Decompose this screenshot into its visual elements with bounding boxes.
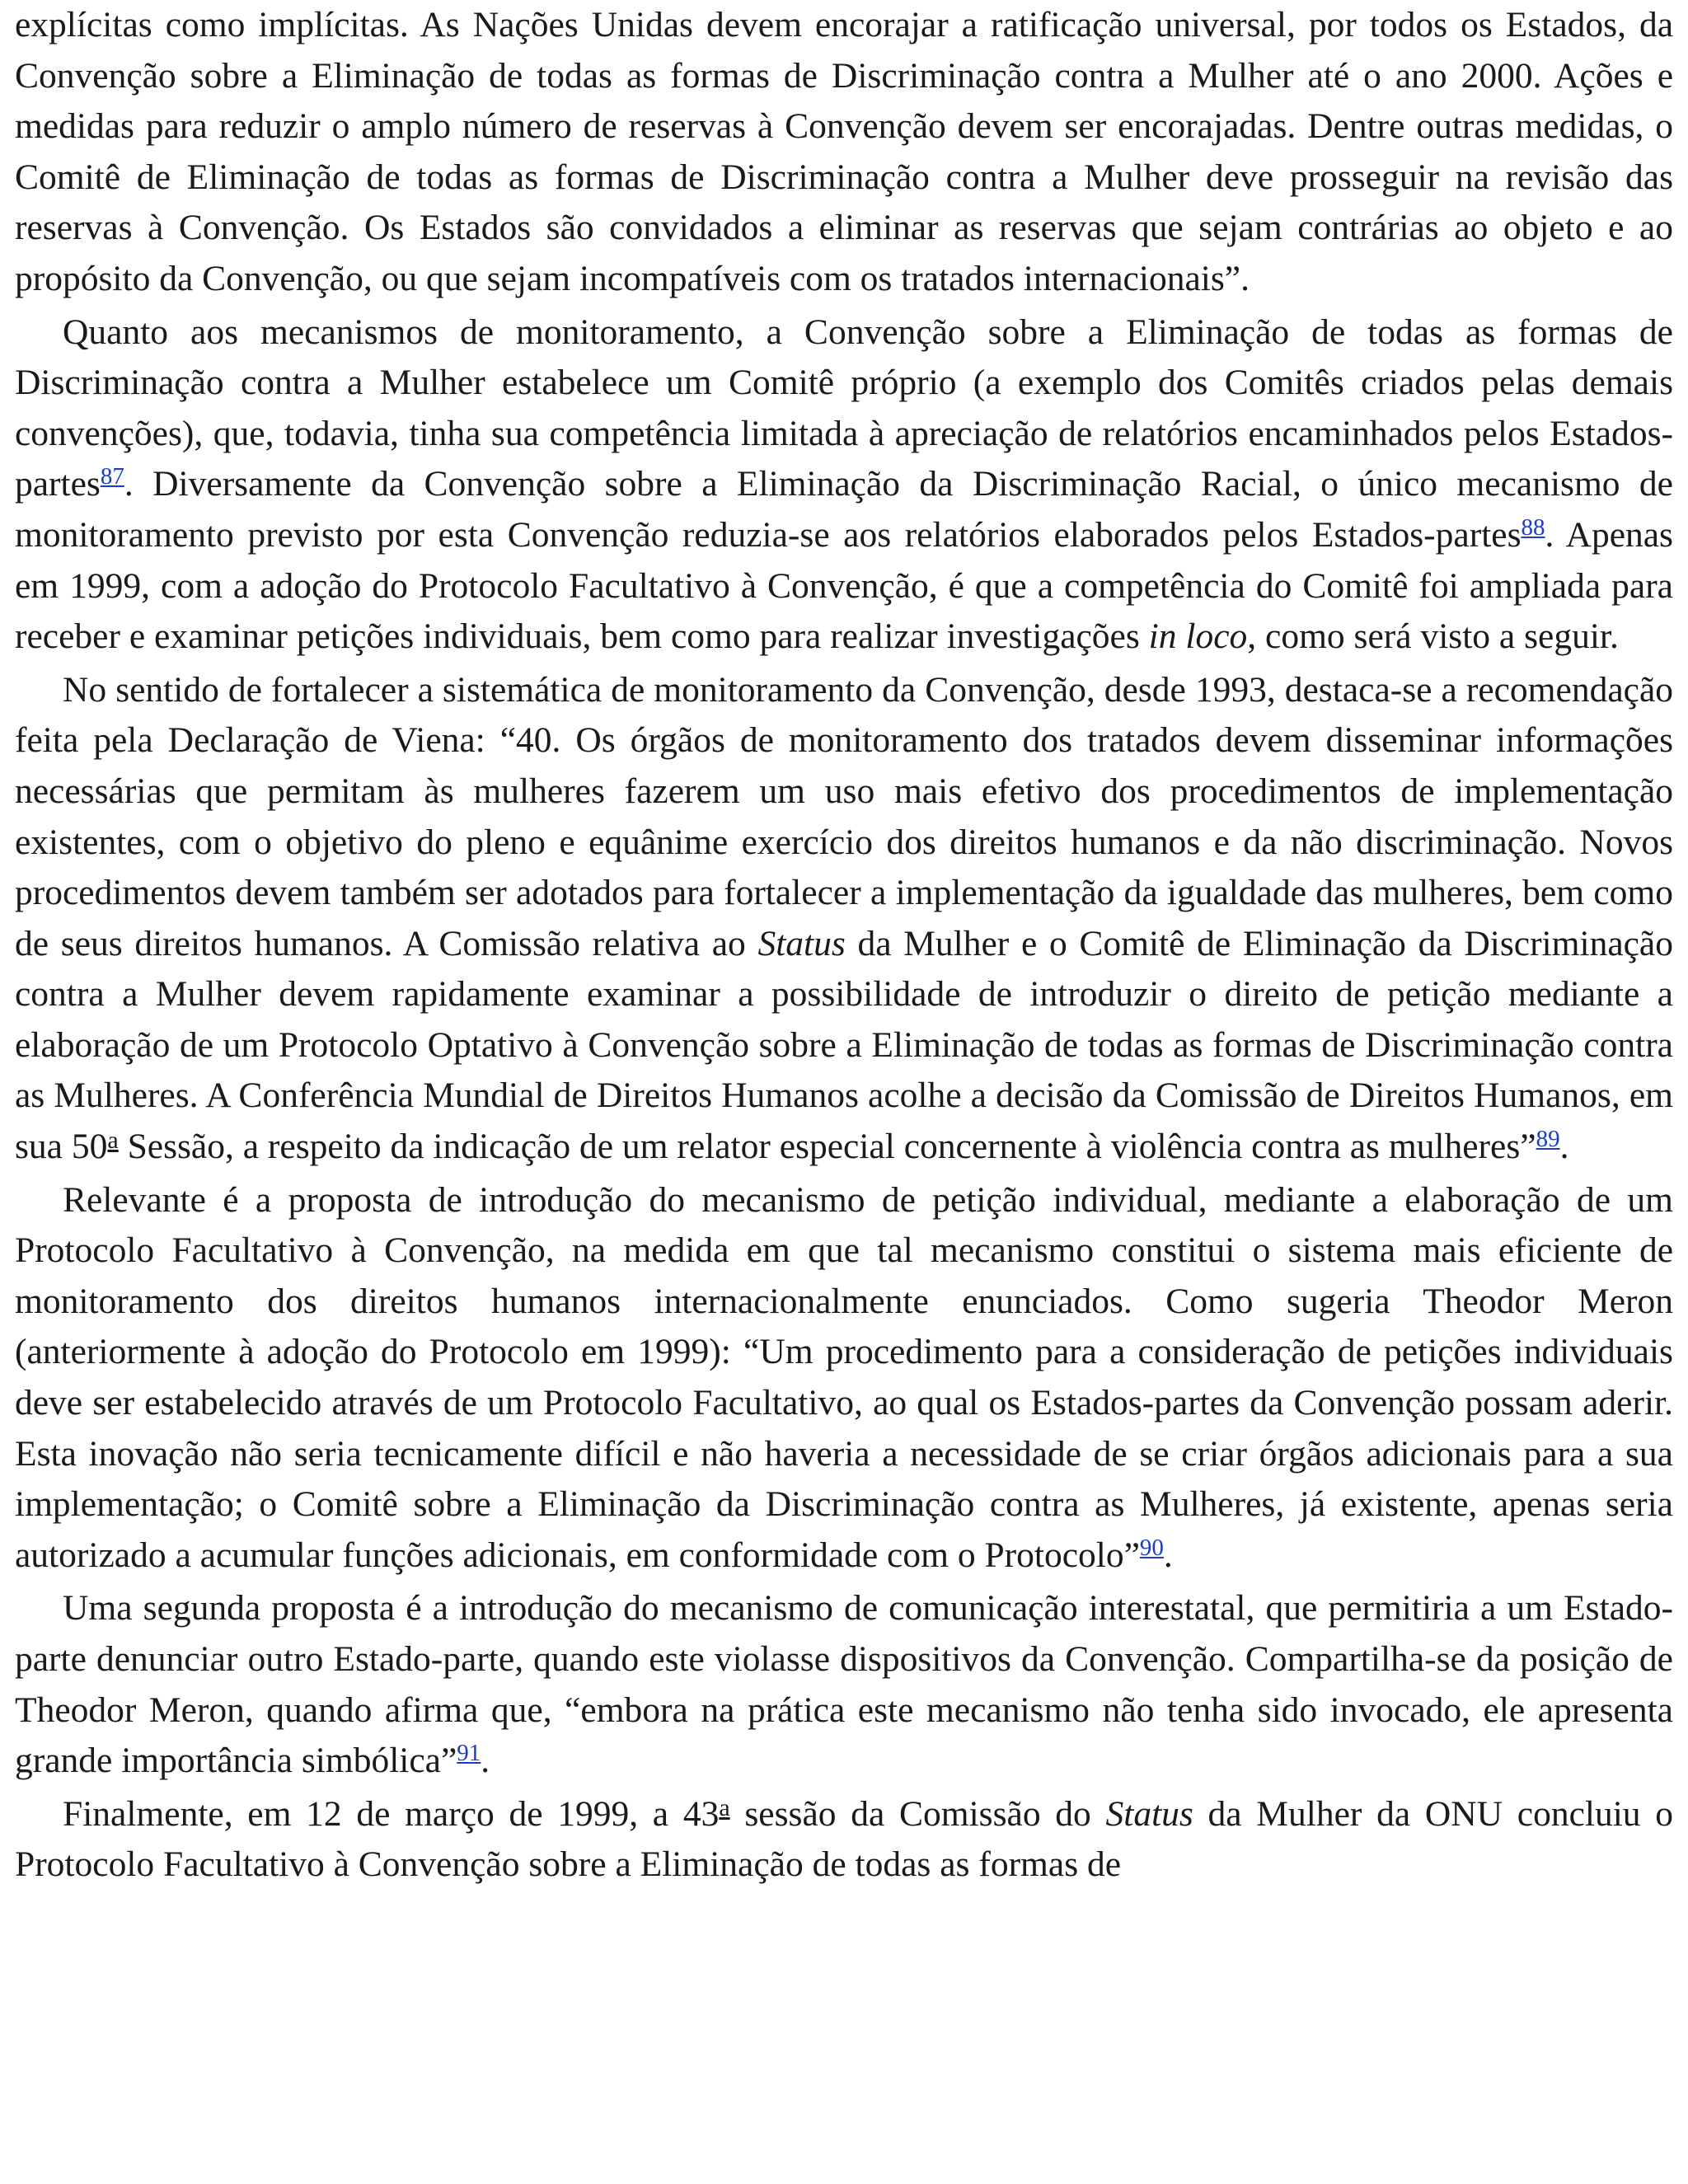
text-run: . — [481, 1741, 490, 1781]
text-run: da Mulher da ONU concluiu o Protocolo Facultativo à Convenção sobre a Eliminação de todas as formas de — [15, 1793, 1674, 1885]
italic-text: Status — [1105, 1793, 1193, 1834]
text-run: Uma segunda proposta é a introdução do mecanismo de comunicação interestatal, que permitiria a um Estado-parte denunciar outro Estado-parte, quando este violasse dispositivos da Convenção. Compartilha-se da posição de Theodor Meron, quando afirma que, “embora na prática este mecanismo não tenha sido invocado, ele apresenta grande importância simbólica” — [15, 1588, 1673, 1781]
text-run: da Mulher e o Comitê de Eliminação da Discriminação contra a Mulher devem rapidamente examinar a possibilidade de introduzir o direito de petição mediante a elaboração de um Protocolo Optativo à Convenção sobre a Eliminação de todas as formas de Discriminação contra as Mulheres. A Conferência Mundial de Direitos Humanos acolhe a decisão da Comissão de Direitos Humanos, em sua 50 — [15, 923, 1673, 1167]
document-page — [15, 0, 1673, 1893]
text-run: No sentido de fortalecer a sistemática de monitoramento da Convenção, desde 1993, destaca-se a recomendação feita pela Declaração de Viena: “40. Os órgãos de monitoramento dos tratados devem disseminar informações necessárias que permitam às mulheres fazerem um uso mais efetivo dos procedimentos de implementação existentes, com o objetivo do pleno e equânime exercício dos direitos humanos e da não discriminação. Novos procedimentos devem também ser adotados para fortalecer a implementação da igualdade das mulheres, bem como de seus direitos humanos. A Comissão relativa ao — [15, 669, 1673, 963]
text-run: . — [1163, 1535, 1173, 1575]
footnote-link-89[interactable]: 89 — [1536, 1126, 1560, 1153]
paragraph-interstate-communication — [15, 1583, 1673, 1786]
text-run: Finalmente, em 12 de março de 1999, a 43 — [63, 1793, 720, 1834]
footnote-link-88[interactable]: 88 — [1521, 513, 1545, 541]
ordinal-indicator: a — [719, 1793, 730, 1821]
text-run: Sessão, a respeito da indicação de um relator especial concernente à violência contra as mulheres” — [118, 1127, 1536, 1167]
italic-text: in loco — [1148, 616, 1248, 657]
text-run: , como será visto a seguir. — [1247, 616, 1619, 657]
italic-text: Status — [757, 923, 846, 963]
paragraph-monitoring-mechanisms — [15, 307, 1673, 663]
text-run: Relevante é a proposta de introdução do mecanismo de petição individual, mediante a elaboração de um Protocolo Facultativo à Convenção, na medida em que tal mecanismo constitui o sistema mais eficiente de monitoramento dos direitos humanos internacionalmente enunciados. Como sugeria Theodor Meron (anteriormente à adoção do Protocolo em 1999): “Um procedimento para a consideração de petições individuais deve ser estabelecido através de um Protocolo Facultativo, ao qual os Estados-partes da Convenção possam aderir. Esta inovação não seria tecnicamente difícil e não haveria a necessidade de se criar órgãos adicionais para a sua implementação; o Comitê sobre a Eliminação da Discriminação contra as Mulheres, já existente, apenas seria autorizado a acumular funções adicionais, em conformidade com o Protocolo” — [15, 1179, 1673, 1575]
paragraph-optional-protocol — [15, 1789, 1673, 1891]
text-run: sessão da Comissão do — [729, 1793, 1106, 1834]
text-run: . Diversamente da Convenção sobre a Eliminação da Discriminação Racial, o único mecanismo de monitoramento previsto por esta Convenção reduzia-se aos relatórios elaborados pelos Estados-partes — [15, 464, 1673, 555]
paragraph-individual-petition — [15, 1175, 1673, 1582]
text-run: . — [1559, 1127, 1569, 1167]
text-run: explícitas como implícitas. As Nações Unidas devem encorajar a ratificação universal, por todos os Estados, da Convenção sobre a Eliminação de todas as formas de Discriminação contra a Mulher até o ano 2000. Ações e medidas para reduzir o amplo número de reservas à Convenção devem ser encorajadas. Dentre outras medidas, o Comitê de Eliminação de todas as formas de Discriminação contra a Mulher deve prosseguir na revisão das reservas à Convenção. Os Estados são convidados a eliminar as reservas que sejam contrárias ao objeto e ao propósito da Convenção, ou que sejam incompatíveis com os tratados internacionais”. — [15, 5, 1673, 298]
text-run: . Apenas em 1999, com a adoção do Protocolo Facultativo à Convenção, é que a competência do Comitê foi ampliada para receber e examinar petições individuais, bem como para realizar investigações — [15, 514, 1673, 657]
paragraph-vienna-declaration — [15, 665, 1673, 1173]
footnote-link-87[interactable]: 87 — [100, 463, 124, 490]
footnote-link-91[interactable]: 91 — [457, 1740, 481, 1767]
text-run: Quanto aos mecanismos de monitoramento, a Convenção sobre a Eliminação de todas as formas de Discriminação contra a Mulher estabelece um Comitê próprio (a exemplo dos Comitês criados pelas demais convenções), que, todavia, tinha sua competência limitada à apreciação de relatórios encaminhados pelos Estados-partes — [15, 312, 1673, 504]
footnote-link-90[interactable]: 90 — [1139, 1534, 1164, 1561]
ordinal-indicator: a — [107, 1127, 119, 1155]
paragraph-continuation — [15, 0, 1673, 305]
